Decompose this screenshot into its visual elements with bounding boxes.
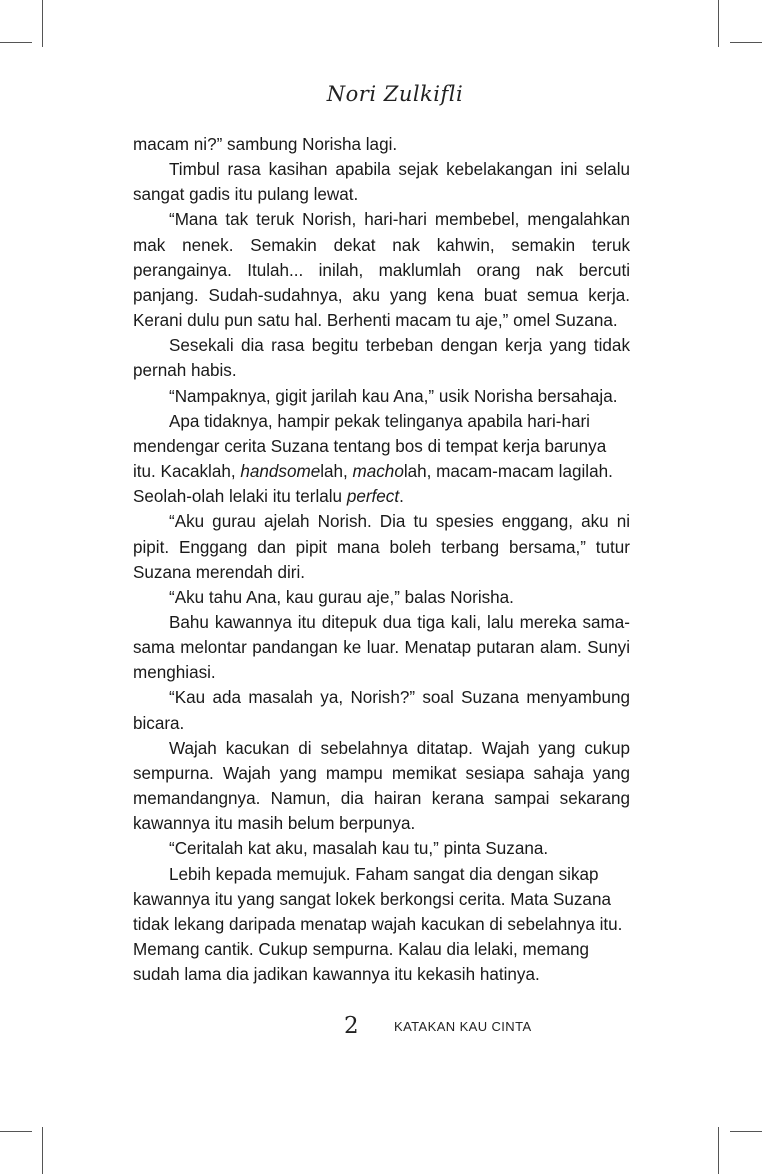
italic-word: macho: [352, 462, 404, 482]
crop-mark: [718, 0, 719, 47]
paragraph: “Aku tahu Ana, kau gurau aje,” balas Norisha.: [169, 587, 514, 607]
paragraph: Wajah kacukan di sebelahnya ditatap. Wajah yang cukup sempurna. Wajah yang mampu memikat sesiapa sahaja yang memandangnya. Namun, dia hairan kerana sampai sekarang kawannya itu masih belum berpunya.: [133, 738, 630, 834]
paragraph: Sesekali dia rasa begitu terbeban dengan kerja yang tidak pernah habis.: [133, 336, 630, 381]
crop-mark: [42, 0, 43, 47]
paragraph-text: .: [399, 487, 404, 507]
crop-mark: [0, 42, 32, 43]
paragraph: macam ni?” sambung Norisha lagi.: [133, 135, 398, 154]
italic-word: handsome: [240, 462, 321, 482]
page-footer: [0, 1013, 762, 1043]
crop-mark: [0, 1131, 32, 1132]
paragraph: “Kau ada masalah ya, Norish?” soal Suzana menyambung bicara.: [133, 688, 630, 733]
page-number: 2: [344, 1013, 359, 1039]
italic-word: perfect: [346, 487, 400, 507]
crop-mark: [42, 1127, 43, 1174]
paragraph: “Ceritalah kat aku, masalah kau tu,” pinta Suzana.: [169, 839, 549, 859]
crop-mark: [730, 42, 762, 43]
paragraph: “Mana tak teruk Norish, hari-hari membebel, mengalahkan mak nenek. Semakin dekat nak kahwin, semakin teruk perangainya. Itulah... inilah, maklumlah orang nak bercuti panjang. Sudah-sudahnya, aku yang kena buat semua kerja. Kerani dulu pun satu hal. Berhenti macam tu aje,” omel Suzana.: [133, 210, 630, 331]
crop-mark: [718, 1127, 719, 1174]
paragraph: Timbul rasa kasihan apabila sejak kebelakangan ini selalu sangat gadis itu pulang lewat.: [133, 160, 630, 205]
paragraph: [133, 409, 630, 510]
paragraph: Bahu kawannya itu ditepuk dua tiga kali, lalu mereka sama-sama melontar pandangan ke luar. Menatap putaran alam. Sunyi menghiasi.: [133, 612, 630, 683]
paragraph-text: lah,: [320, 462, 353, 482]
paragraph: “Nampaknya, gigit jarilah kau Ana,” usik Norisha bersahaja.: [169, 386, 618, 406]
paragraph: Lebih kepada memujuk. Faham sangat dia dengan sikap kawannya itu yang sangat lokek berkongsi cerita. Mata Suzana tidak lekang daripada menatap wajah kacukan di sebelahnya itu. Memang cantik. Cukup sempurna. Kalau dia lelaki, memang sudah lama dia jadikan kawannya itu kekasih hatinya.: [133, 864, 623, 985]
running-header-author: Nori Zulkifli: [326, 82, 464, 106]
paragraph-text: Apa tidaknya, hampir pekak telinganya apabila hari-hari mendengar cerita Suzana tentang bos di tempat kerja barunya itu. Kacaklah,: [133, 411, 607, 482]
page-body: [133, 132, 630, 987]
paragraph-text: lah, macam-macam lagilah. Seolah-olah lelaki itu terlalu: [133, 462, 613, 507]
paragraph: “Aku gurau ajelah Norish. Dia tu spesies enggang, aku ni pipit. Enggang dan pipit mana boleh terbang bersama,” tutur Suzana merendah diri.: [133, 512, 630, 582]
crop-mark: [730, 1131, 762, 1132]
running-footer-title: KATAKAN KAU CINTA: [394, 1019, 532, 1034]
